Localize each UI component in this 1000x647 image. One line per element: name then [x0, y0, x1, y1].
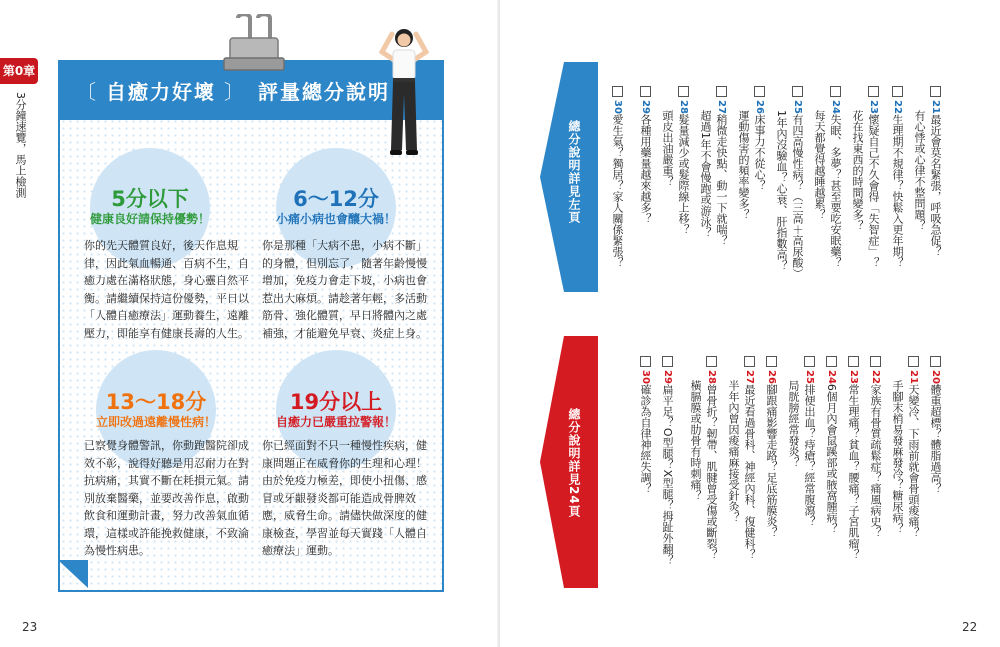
page-number-right: 22 [962, 620, 978, 634]
score-subtitle-3: 立即改過遠離慢性病！ [95, 415, 216, 429]
checkbox[interactable] [754, 86, 765, 97]
checkbox[interactable] [678, 86, 689, 97]
question-item: 23常生理痛？貧血？腰痛？子宮肌瘤？ [846, 356, 860, 560]
checkbox[interactable] [830, 86, 841, 97]
checkbox[interactable] [826, 356, 837, 367]
question-item: 30確診為自律神經失調？ [638, 356, 652, 494]
checkbox[interactable] [640, 356, 651, 367]
score-paragraph-2: 你是那種「大病不患，小病不斷」 的身體，但別忘了，隨著年齡慢慢 增加，免疫力會走下坡，小病也會 惹出大麻煩。請趁著年輕，多活動 筋骨、強化體質，早日將體內之處 補強，才能避免早衰、炎症上身。 [262, 239, 427, 340]
question-item-cont: 半年內曾因痠痛麻接受針灸？ [727, 380, 740, 523]
checkbox[interactable] [868, 86, 879, 97]
score-range-2: 6～12分 [293, 187, 379, 211]
question-item: 28曾骨折？韌帶、肌腱曾受傷或斷裂？ [704, 356, 718, 560]
question-item-cont: 手腳末梢易發麻發冷？糖尿病？ [891, 380, 904, 534]
label-see-24: 總分說明詳見24頁 [567, 408, 581, 518]
question-item: 246個月內會鼠蹊部或腋窩腫病？ [824, 356, 838, 534]
checkbox[interactable] [662, 356, 673, 367]
question-item-cont: 局胱膀經常發炎？ [787, 380, 800, 468]
score-paragraph-3: 已察覺身體警訊，你動跑醫院卻成 效不彰，說得好聽是用忍耐力在對 抗病痛，其實不斷在耗損元氣。請 別放棄醫藥，並要改善作息，啟動 飲食和運動計畫，努力改善氣血循 環，這樣或許能挽救健康，不致淪 為慢性病患。 [84, 439, 249, 557]
question-item: 26腳跟痛影響走路？足底筋膜炎？ [764, 356, 778, 538]
checkbox[interactable] [930, 86, 941, 97]
question-item: 21天變冷、下雨前就會骨頭痠痛？ [906, 356, 920, 538]
checkbox[interactable] [804, 356, 815, 367]
right-page [500, 0, 1000, 647]
checkbox[interactable] [848, 356, 859, 367]
question-item: 20體重超標？體脂過高？ [928, 356, 942, 494]
question-item-cont: 有心悸或心律不整問題？ [913, 110, 926, 231]
card-corner-fold [58, 560, 88, 588]
checkbox[interactable] [870, 356, 881, 367]
question-item-cont: 每天都覺得越睡越累？ [813, 110, 826, 220]
page-title: 〔 自癒力好壞 〕 評量總分說明 [76, 80, 390, 104]
question-item: 25有四高慢性病？（三高＋高尿酸） [790, 86, 804, 279]
question-item: 29各種用藥量越來越多？ [638, 86, 652, 224]
question-item: 30愛生氣？獨居？家人關係緊張？ [610, 86, 624, 268]
checkbox[interactable] [766, 356, 777, 367]
checkbox[interactable] [892, 86, 903, 97]
label-see-left: 總分說明詳見左頁 [567, 120, 581, 224]
question-item-cont: 花在找東西的時間變多？ [851, 110, 864, 231]
page-number-left: 23 [22, 620, 38, 634]
question-item: 25排便出血？痔瘡？經常腹瀉？ [802, 356, 816, 527]
checkbox[interactable] [716, 86, 727, 97]
checkbox[interactable] [930, 356, 941, 367]
question-item: 29扁平足？O型腿？X型腿？拇趾外翻？ [660, 356, 674, 565]
question-item: 21最近會莫名緊張，呼吸急促？ [928, 86, 942, 257]
question-item: 27最近看過骨科、神經內科、復健科？ [742, 356, 756, 560]
question-item: 22生理期不規律？快鬆入更年期？ [890, 86, 904, 268]
checkbox[interactable] [612, 86, 623, 97]
question-item: 24失眠、多夢？甚至要吃安眠藥？ [828, 86, 842, 268]
score-subtitle-4: 自癒力已嚴重拉警報！ [275, 415, 396, 429]
chapter-subtitle: 3分鐘速覽，馬上檢測 [14, 92, 27, 198]
score-range-3: 13～18分 [105, 390, 207, 414]
question-item-cont: 頭皮出油嚴重？ [661, 110, 674, 187]
score-subtitle-1: 健康良好請保持優勢！ [89, 212, 210, 226]
question-item-cont: 1年內沒驗血？心衰、肝指數高？ [775, 110, 788, 271]
binder-clip-icon [222, 14, 286, 72]
question-item: 22家族有骨質疏鬆症？痛風病史？ [868, 356, 882, 538]
question-item: 23懷疑自己不久會得「失智症」？ [866, 86, 880, 268]
score-range-4: 19分以上 [289, 390, 383, 414]
question-item-cont: 運動傷害的頻率變多？ [737, 110, 750, 220]
score-range-1: 5分以下 [111, 187, 189, 211]
checkbox[interactable] [706, 356, 717, 367]
checkbox[interactable] [792, 86, 803, 97]
checkbox[interactable] [640, 86, 651, 97]
checkbox[interactable] [744, 356, 755, 367]
question-item: 27稍微走快點、動一下就喘？ [714, 86, 728, 246]
score-paragraph-1: 你的先天體質良好，後天作息規 律，因此氣血暢通、百病不生，自 癒力處在滿格狀態，身心靈自然平 衡。請繼續保持這份優勢，平日以 「人體自癒療法」運動養生，遠離 壓力，即能享有健康長壽的人生。 [84, 239, 249, 340]
question-item-cont: 超過1年不會慢跑或游泳？ [699, 110, 712, 238]
chapter-tab: 第0章 [0, 58, 38, 84]
question-item-cont: 橫膈膜或肋骨有時刺痛？ [689, 380, 702, 501]
checkbox[interactable] [908, 356, 919, 367]
score-paragraph-4: 你已經面對不只一種慢性疾病，健 康問題正在威脅你的生理和心理！ 由於免疫力極差，即使小扭傷、感 冒或牙齦發炎都可能造成骨脾效 應，威脅生命。請儘快做深度的健 康檢查，學習並每天實踐「人體自 癒療法」運動。 [262, 439, 427, 557]
question-item: 26床事力不從心？ [752, 86, 766, 191]
score-subtitle-2: 小痛小病也會釀大禍！ [275, 212, 396, 226]
question-item: 28髮量減少或髮際線上移？ [676, 86, 690, 235]
